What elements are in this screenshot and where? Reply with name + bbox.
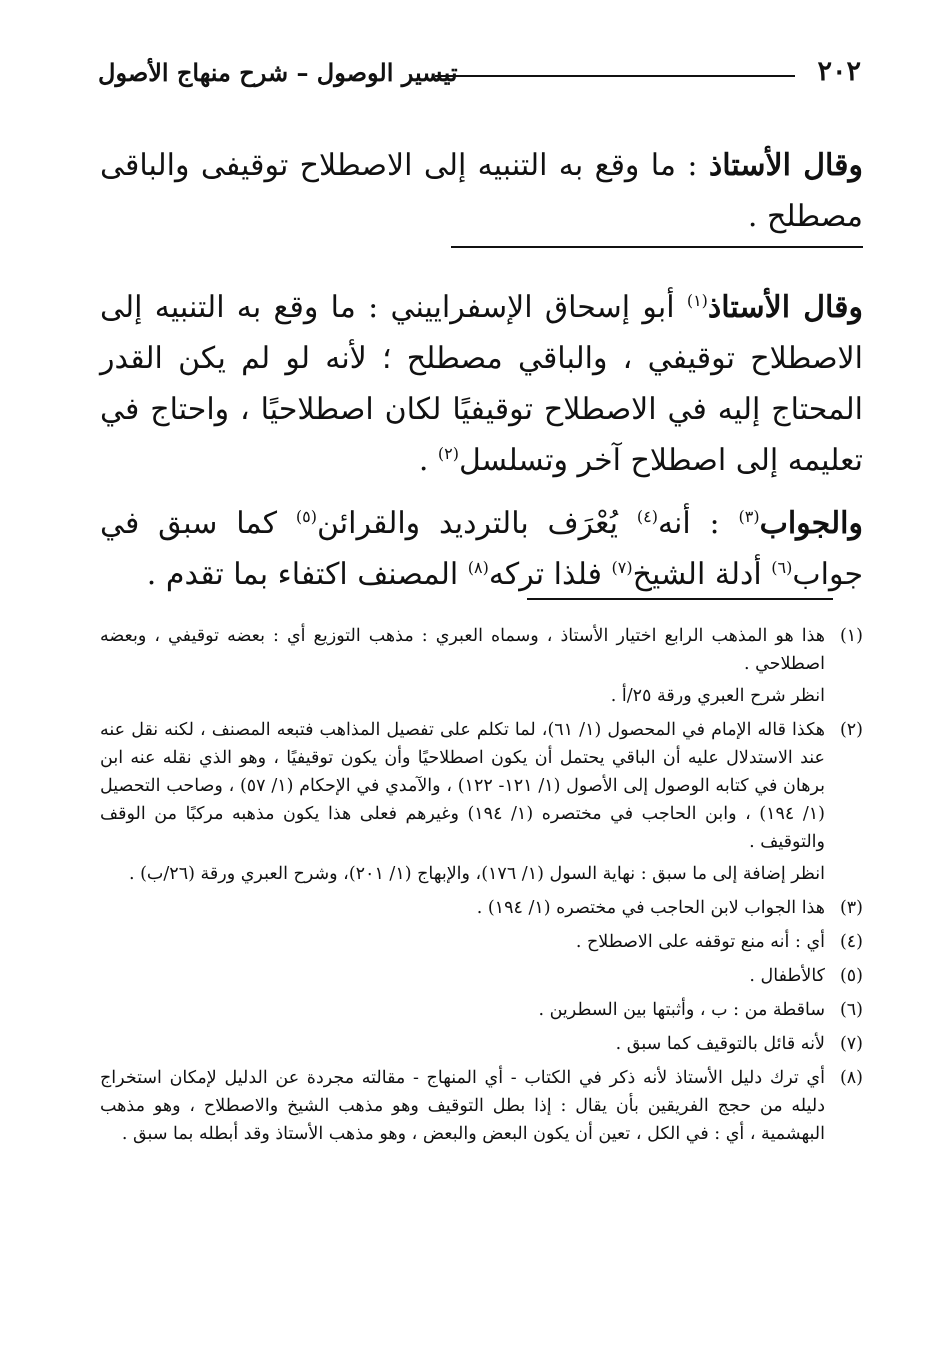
main-text xyxy=(100,140,863,600)
footnote-body xyxy=(100,1030,825,1058)
paragraph-text: كما سبق في جواب xyxy=(100,506,863,592)
paragraph-text: يُعْرَف بالترديد والقرائن xyxy=(316,506,637,541)
footnote-ref: (٣) xyxy=(738,507,760,526)
footnote-text: أي ترك دليل الأستاذ لأنه ذكر في الكتاب - أي المنهاج - مقالته مجردة عن الدليل لإمكان استخراج دليله من حجج الفريقين بأن يقال : إذا بطل التوقيف وهو مذهب الشيخ والاصطلاح ، وهو مذهب البهشمية ، أي : في الكل ، تعين أن يكون البعض والبعض ، وهو مذهب الأستاذ وقد أبطله بما سبق . xyxy=(100,1068,825,1144)
paragraph-text: أبو إسحاق الإسفراييني : ما وقع به التنبيه إلى الاصطلاح توقيفي ، والباقي مصطلح ؛ لأنه لو لم يكن القدر المحتاج إليه في الاصطلاح توقيفيًا لكان اصطلاحيًا ، واحتاج في تعليمه إلى اصطلاح آخر وتسلسل xyxy=(100,290,863,478)
footnote xyxy=(100,716,863,888)
footnote xyxy=(100,894,863,922)
footnote-number: (٢) xyxy=(839,720,863,740)
footnote-text: انظر شرح العبري ورقة ٢٥/أ . xyxy=(610,686,825,706)
footnotes xyxy=(100,622,863,1154)
footnote-body xyxy=(100,716,825,888)
footnote-body xyxy=(100,622,825,710)
footnote-ref: (٨) xyxy=(467,558,489,577)
footnote-body xyxy=(100,996,825,1024)
footnote-text: كالأطفال . xyxy=(749,966,825,986)
paragraph-text: : أنه xyxy=(657,506,739,541)
footnote-number: (٨) xyxy=(839,1068,863,1088)
footnote-text: انظر إضافة إلى ما سبق : نهاية السول (١/ ١٧٦)، والإبهاج (١/ ٢٠١)، وشرح العبري ورقة (٢٦/ب) . xyxy=(128,864,825,884)
footnote-body xyxy=(100,894,825,922)
footnote-number: (٤) xyxy=(839,932,863,952)
footnote-text: هذا هو المذهب الرابع اختيار الأستاذ ، وسماه العبري : مذهب التوزيع أي : بعضه توقيفي ، وبعضه اصطلاحي . xyxy=(100,626,825,674)
footnote xyxy=(100,1030,863,1058)
header-rule xyxy=(435,75,795,77)
paragraph-lead: وقال الأستاذ xyxy=(707,290,864,325)
paragraph-text: : ما وقع به التنبيه إلى الاصطلاح توقيفى والباقى مصطلح . xyxy=(100,148,863,234)
footnote-ref: (١) xyxy=(686,291,708,310)
page-number: ٢٠٢ xyxy=(817,56,861,87)
footnote xyxy=(100,622,863,710)
footnote xyxy=(100,1064,863,1148)
footnote xyxy=(100,962,863,990)
footnote-separator xyxy=(527,598,833,600)
footnote-text: هذا الجواب لابن الحاجب في مختصره (١/ ١٩٤) . xyxy=(476,898,825,918)
footnote-ref: (٧) xyxy=(611,558,633,577)
footnote-number: (٧) xyxy=(839,1034,863,1054)
footnote-text: ساقطة من : ب ، وأثبتها بين السطرين . xyxy=(538,1000,825,1020)
footnote xyxy=(100,996,863,1024)
paragraph-text: . xyxy=(418,443,438,478)
paragraph-text: أدلة الشيخ xyxy=(632,557,772,592)
paragraph-3 xyxy=(100,498,863,600)
paragraph-2 xyxy=(100,282,863,486)
footnote-number: (٣) xyxy=(839,898,863,918)
footnote-text: لأنه قائل بالتوقيف كما سبق . xyxy=(615,1034,825,1054)
paragraph-lead: والجواب xyxy=(759,506,863,541)
footnote-ref: (٢) xyxy=(437,444,459,463)
page-header xyxy=(98,52,861,98)
footnote-number: (١) xyxy=(839,626,863,646)
separator-wrap xyxy=(100,246,863,266)
footnote-body xyxy=(100,1064,825,1148)
footnote-number: (٦) xyxy=(839,1000,863,1020)
separator-rule xyxy=(451,246,863,248)
paragraph-text: المصنف اكتفاء بما تقدم . xyxy=(146,557,468,592)
footnote-body xyxy=(100,928,825,956)
footnote-ref: (٦) xyxy=(771,558,793,577)
paragraph-text: فلذا تركه xyxy=(488,557,612,592)
footnote-ref: (٤) xyxy=(636,507,658,526)
footnote-number: (٥) xyxy=(839,966,863,986)
running-title: تيسير الوصول – شرح منهاج الأصول xyxy=(98,58,458,87)
footnote-ref: (٥) xyxy=(295,507,317,526)
footnote xyxy=(100,928,863,956)
paragraph-lead: وقال الأستاذ xyxy=(708,148,864,183)
paragraph-1 xyxy=(100,140,863,242)
footnote-body xyxy=(100,962,825,990)
footnote-text: أي : أنه منع توقفه على الاصطلاح . xyxy=(575,932,825,952)
footnote-text: هكذا قاله الإمام في المحصول (١/ ٦١)، لما تكلم على تفصيل المذاهب فتبعه المصنف ، لكنه نقل عنه عند الاستدلال عليه أن الباقي يحتمل أن يكون اصطلاحيًا وأن يكون توقيفيًا ، وهو الذي نقله عنه ابن برهان في كتابه الوصول إلى الأصول (١/ ١٢١- ١٢٢) ، والآمدي في الإحكام (١/ ٥٧) ، وصاحب التحصيل (١/ ١٩٤) ، وابن الحاجب في مختصره (١/ ١٩٤) وغيرهم فعلى هذا يكون مذهبه مركبًا من الوقف والتوقيف . xyxy=(100,720,825,852)
